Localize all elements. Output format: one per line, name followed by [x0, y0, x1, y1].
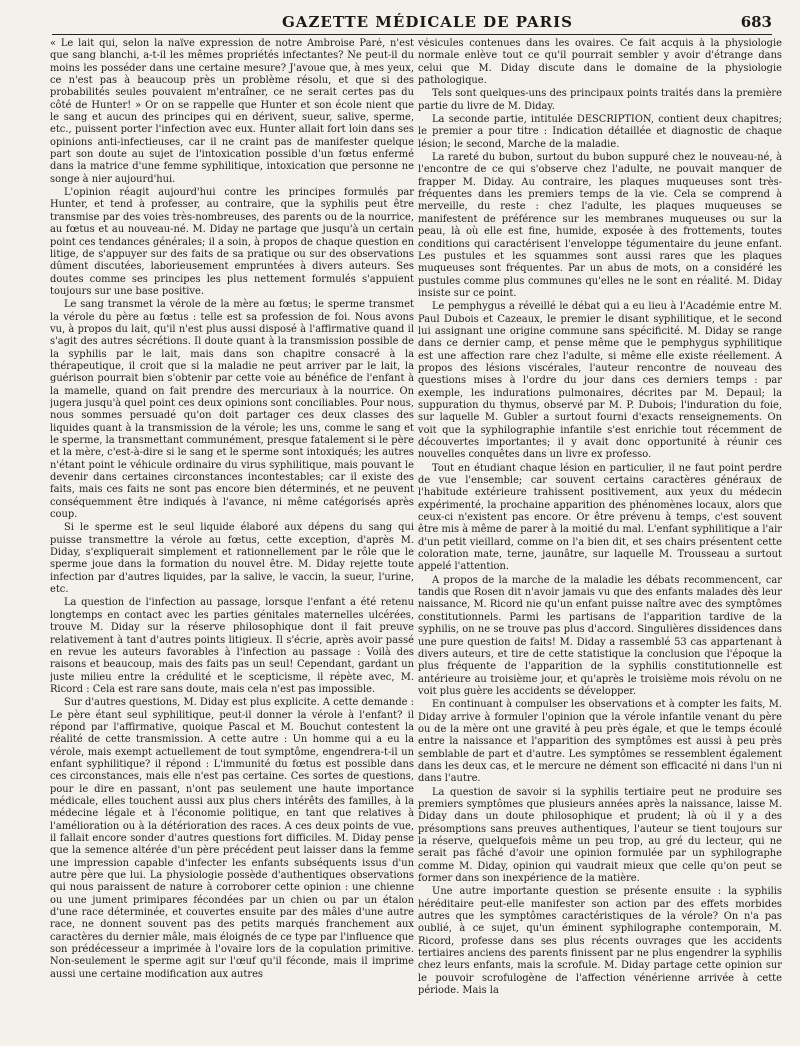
paragraph: Le sang transmet la vérole de la mère au fœtus; le sperme transmet la vérole du père au fœtus : telle est sa profession de foi. Nous avons vu, à propos du lait, qu'il n'est plus aussi disposé à l'affirmative quand il s'agit des autres sécrétions. Il doute quant à la transmission possible de la syphilis par le lait, mais dans son chapitre consacré à la thérapeutique, il croit que si la maladie ne peut arriver par le lait, la guérison pourrait bien s'obtenir par cette voie au bénéfice de l'enfant à la mamelle, quand on fait prendre des mercuriaux à la nourrice. On jugera jusqu'à quel point ces deux opinions sont conciliables. Pour nous, nous sommes persuadé qu'on doit partager ces deux classes des liquides quant à la transmission de la vérole; les uns, comme le sang et le sperme, la transmettant communément, presque fatalement si le père et la mère, c'est-à-dire si le sang et le sperme sont intoxiqués; les autres n'étant point le véhicule ordinaire du virus syphilitique, mais pouvant le devenir dans certaines circonstances incontestables; car il existe des faits, mais ces faits ne sont pas encore bien déterminés, et ne peuvent conséquemment être indiqués à l'avance, ni même catégorisés après coup. — [50, 299, 414, 521]
left-column — [50, 38, 414, 1038]
journal-title: GAZETTE MÉDICALE DE PARIS — [282, 13, 573, 31]
paragraph: Si le sperme est le seul liquide élaboré aux dépens du sang qui puisse transmettre la vérole au fœtus, cette exception, d'après M. Diday, s'expliquerait simplement et rationnellement par le rôle que le sperme joue dans la formation du nouvel être. M. Diday rejette toute infection par d'autres liquides, par la salive, le vaccin, la sueur, l'urine, etc. — [50, 522, 414, 596]
paragraph: L'opinion réagit aujourd'hui contre les principes formulés par Hunter, et tend à professer, au contraire, que la syphilis peut être transmise par des voies très-nombreuses, des parents ou de la nourrice, au fœtus et au nouveau-né. M. Diday ne partage que jusqu'à un certain point ces tendances générales; il a soin, à propos de chaque question en litige, de s'appuyer sur des faits de sa pratique ou sur des observations dûment discutées, laborieusement empruntées à divers auteurs. Ses doutes comme ses principes les plus nettement formulés s'appuient toujours sur une base positive. — [50, 187, 414, 297]
paragraph: A propos de la marche de la maladie les débats recommencent, car tandis que Rosen dit n'avoir jamais vu que des enfants malades dès leur naissance, M. Ricord nie qu'un enfant puisse naître avec des symptômes constitutionnels. Parmi les partisans de l'apparition tardive de la syphilis, on ne se trouve pas plus d'accord. Singulières dissidences dans une pure question de faits! M. Diday a rassemblé 53 cas appartenant à divers auteurs, et tire de cette statistique la conclusion que l'époque la plus fréquente de l'apparition de la syphilis constitutionnelle est antérieure au troisième jour, et qu'après le troisième mois révolu on ne voit plus guère les accidents se développer. — [418, 574, 782, 697]
right-column — [418, 38, 782, 1038]
paragraph: En continuant à compulser les observations et à compter les faits, M. Diday arrive à formuler l'opinion que la vérole infantile venant du père ou de la mère ont une gravité à peu près égale, et que le temps écoulé entre la naissance et l'apparition des symptômes est aussi à peu près semblable de part et d'autre. Les symptômes se ressemblent également dans les deux cas, et le mercure ne dément son efficacité ni dans l'un ni dans l'autre. — [418, 699, 782, 785]
paragraph: La question de l'infection au passage, lorsque l'enfant a été retenu longtemps en contact avec les parties génitales maternelles ulcérées, trouve M. Diday sur la réserve philosophique dont il fait preuve relativement à tant d'autres points litigieux. Il s'écrie, après avoir passé en revue les auteurs favorables à l'infection au passage : Voilà des raisons et beaucoup, mais des faits pas un seul! Cependant, gardant un juste milieu entre la crédulité et le scepticisme, il répète avec, M. Ricord : Cela est rare sans doute, mais cela n'est pas impossible. — [50, 597, 414, 695]
paragraph: Tels sont quelques-uns des principaux points traités dans la première partie du livre de M. Diday. — [418, 88, 782, 112]
paragraph: Le pemphygus a réveillé le débat qui a eu lieu à l'Académie entre M. Paul Dubois et Cazeaux, le premier le disant syphilitique, et le second lui assignant une origine commune sans spécificité. M. Diday se range dans ce dernier camp, et pense même que le pemphygus syphilitique est une affection rare chez l'adulte, si même elle existe réellement. A propos des lésions viscérales, l'auteur rencontre de nouveau des questions mises à l'ordre du jour dans ces derniers temps : par exemple, les indurations pulmonaires, décrites par M. Depaul; la suppuration du thymus, observé par M. P. Dubois; l'induration du foie, sur laquelle M. Gubler a surtout fourni d'exacts renseignements. On voit que la syphilographie infantile s'est enrichie tout récemment de découvertes importantes; il y avait donc opportunité à réunir ces nouvelles conquêtes dans un livre ex professo. — [418, 301, 782, 461]
page-number: 683 — [740, 13, 772, 31]
running-header — [52, 12, 772, 35]
paragraph: Une autre importante question se présente ensuite : la syphilis héréditaire peut-elle manifester son action par des effets morbides autres que les symptômes caractéristiques de la vérole? On n'a pas oublié, à ce sujet, qu'un éminent syphilographe contemporain, M. Ricord, professe dans ses plus récents ouvrages que les accidents tertiaires anciens des parents finissent par ne plus engendrer la syphilis chez leurs enfants, mais la scrofule. M. Diday partage cette opinion sur le pouvoir scrofulogène de l'affection vénérienne arrivée à cette période. Mais la — [418, 886, 782, 997]
paragraph: La question de savoir si la syphilis tertiaire peut ne produire ses premiers symptômes que plusieurs années après la naissance, laisse M. Diday dans un doute philosophique et prudent; là où il y a des présomptions sans preuves authentiques, l'auteur se tient toujours sur la réserve, quelquefois même un peu trop, au gré du lecteur, qui ne serait pas fâché d'avoir une opinion formulée par un syphilographe comme M. Diday, opinion qui vaudrait mieux que celle qu'on peut se former dans son inexpérience de la matière. — [418, 786, 782, 885]
paragraph: Sur d'autres questions, M. Diday est plus explicite. A cette demande : Le père étant seul syphilitique, peut-il donner la vérole à l'enfant? il répond par l'affirmative, quoique Pascal et M. Bouchut contestent la réalité de cette transmission. A cette autre : Un homme qui a eu la vérole, mais exempt actuellement de tout symptôme, engendrera-t-il un enfant syphilitique? il répond : L'immunité du fœtus est possible dans ces circonstances, mais elle n'est pas certaine. Ces sortes de questions, pour le dire en passant, n'ont pas seulement une haute importance médicale, elles touchent aussi aux plus chers intérêts des familles, à la médecine légale et à l'économie politique, en tant que relatives à l'amélioration ou à la détérioration des races. A ces deux points de vue, il fallait encore sonder d'autres questions fort difficiles. M. Diday pense que la semence altérée d'un père précédent peut laisser dans la femme une impression capable d'infecter les enfants subséquents issus d'un autre père que lui. La physiologie possède d'authentiques observations qui nous paraissent de nature à corroborer cette opinion : une chienne ou une jument primipares fécondées par un chien ou par un étalon d'une race déterminée, et couvertes ensuite par des mâles d'une autre race, ne donnent souvent pas des petits marqués franchement aux caractères du dernier mâle, mais éloignés de ce type par l'influence que son prédécesseur a imprimée à l'ovaire lors de la copulation primitive. Non-seulement le sperme agit sur l'œuf qu'il féconde, mais il imprime aussi une certaine modification aux autres — [50, 697, 414, 980]
paragraph: vésicules contenues dans les ovaires. Ce fait acquis à la physiologie normale enlève tout ce qu'il pourrait sembler y avoir d'étrange dans celui que M. Diday discute dans le domaine de la physiologie pathologique. — [418, 38, 782, 87]
paragraph: Tout en étudiant chaque lésion en particulier, il ne faut point perdre de vue l'ensemble; car souvent certains caractères généraux de l'habitude extérieure trahissent positivement, aux yeux du médecin expérimenté, la prochaine apparition des phénomènes locaux, alors que ceux-ci n'existent pas encore. Or être prévenu à temps, c'est souvent être mis à même de parer à la moitié du mal. L'enfant syphilitique a l'air d'un petit vieillard, comme on l'a bien dit, et ses chairs présentent cette coloration mate, terne, jaunâtre, sur laquelle M. Trousseau a surtout appelé l'attention. — [418, 462, 782, 573]
paragraph: « Le lait qui, selon la naïve expression de notre Ambroise Paré, n'est que sang blanchi, a-t-il les mêmes propriétés infectantes? Ne peut-il du moins les posséder dans une certaine mesure? J'avoue que, à mes yeux, ce n'est pas à beaucoup près un problème résolu, et que si des probabilités seules pouvaient m'entraîner, ce ne serait certes pas du côté de Hunter! » Or on se rappelle que Hunter et son école nient que le sang et aucun des principes qui en dérivent, sueur, salive, sperme, etc., puissent porter l'infection avec eux. Hunter allait fort loin dans ses opinions anti-infectieuses, car il ne craint pas de manifester quelque part son doute au sujet de l'intoxication possible d'un fœtus enfermé dans la matrice d'une femme syphilitique, intoxication que personne ne songe à nier aujourd'hui. — [50, 38, 414, 185]
paragraph: La rareté du bubon, surtout du bubon suppuré chez le nouveau-né, à l'encontre de ce qui s'observe chez l'adulte, ne pouvait manquer de frapper M. Diday. Au contraire, les plaques muqueuses sont très-fréquentes dans les premiers temps de la vie. Cela se comprend à merveille, du reste : chez l'adulte, les plaques muqueuses se manifestent de préférence sur les membranes muqueuses ou sur la peau, là où elle est fine, humide, exposée à des frottements, toutes conditions qui caractérisent l'enveloppe tégumentaire du jeune enfant. Les pustules et les squammes sont aussi rares que les plaques muqueuses sont fréquentes. Par un abus de mots, on a considéré les pustules comme plus communes qu'elles ne le sont en réalité. M. Diday insiste sur ce point. — [418, 152, 782, 299]
paragraph: La seconde partie, intitulée DESCRIPTION, contient deux chapitres; le premier a pour titre : Indication détaillée et diagnostic de chaque lésion; le second, Marche de la maladie. — [418, 114, 782, 150]
